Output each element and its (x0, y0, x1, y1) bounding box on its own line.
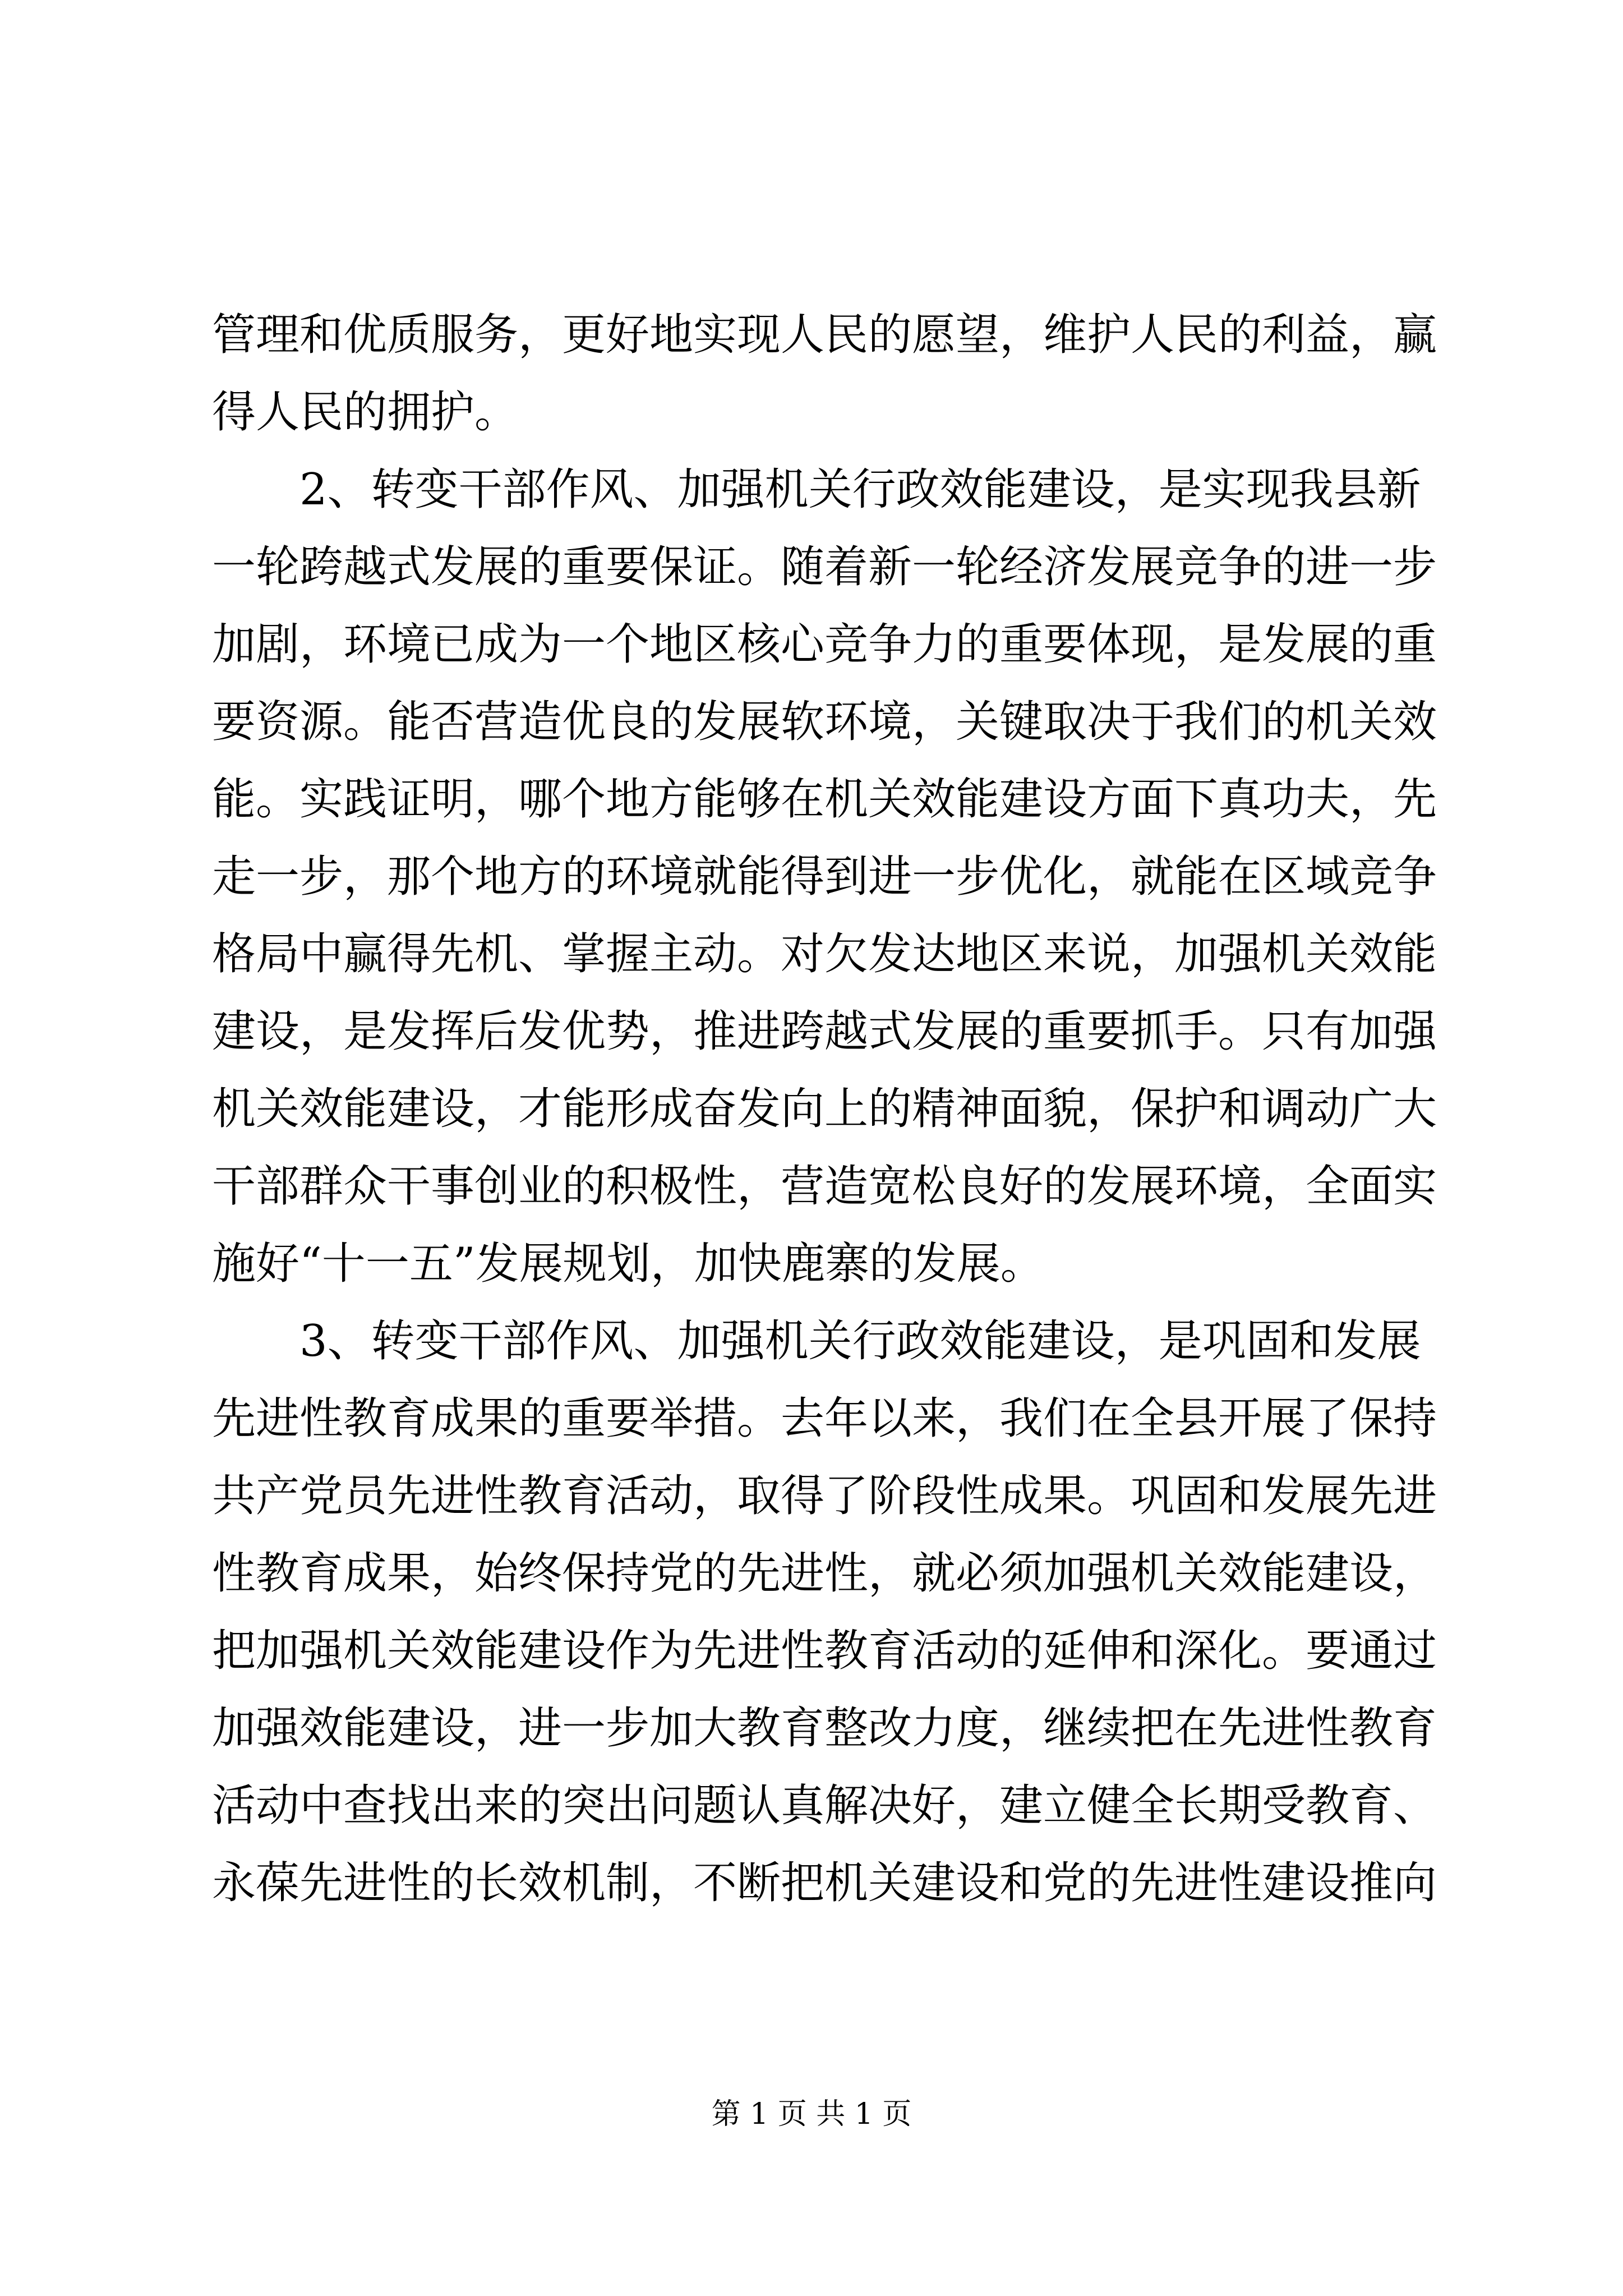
text-line-17: 性教育成果，始终保持党的先进性，就必须加强机关效能建设， (212, 1548, 1437, 1599)
text-line-2: 得人民的拥护。 (212, 387, 519, 438)
text-line-9: 格局中赢得先机、掌握主动。对欠发达地区来说，加强机关效能 (212, 929, 1437, 979)
text-line-5: 加剧，环境已成为一个地区核心竞争力的重要体现，是发展的重 (212, 619, 1437, 670)
text-line-4: 一轮跨越式发展的重要保证。随着新一轮经济发展竞争的进一步 (212, 542, 1437, 592)
text-line-10: 建设，是发挥后发优势，推进跨越式发展的重要抓手。只有加强 (212, 1006, 1437, 1057)
text-line-14: 3、转变干部作风、加强机关行政效能建设，是巩固和发展 (212, 1316, 1421, 1366)
text-line-15: 先进性教育成果的重要举措。去年以来，我们在全县开展了保持 (212, 1393, 1437, 1444)
document-body (212, 296, 1437, 1922)
text-line-6: 要资源。能否营造优良的发展软环境，关键取决于我们的机关效 (212, 697, 1437, 747)
text-line-20: 活动中查找出来的突出问题认真解决好，建立健全长期受教育、 (212, 1780, 1437, 1831)
text-line-18: 把加强机关效能建设作为先进性教育活动的延伸和深化。要通过 (212, 1626, 1437, 1676)
page-number-label: 第 1 页 共 1 页 (711, 2097, 912, 2131)
text-line-3: 2、转变干部作风、加强机关行政效能建设，是实现我县新 (212, 464, 1421, 515)
text-line-11: 机关效能建设，才能形成奋发向上的精神面貌，保护和调动广大 (212, 1084, 1437, 1134)
text-line-8: 走一步，那个地方的环境就能得到进一步优化，就能在区域竞争 (212, 852, 1437, 902)
text-line-13: 施好“十一五”发展规划，加快鹿寨的发展。 (212, 1239, 1044, 1289)
text-line-19: 加强效能建设，进一步加大教育整改力度，继续把在先进性教育 (212, 1703, 1437, 1754)
text-line-7: 能。实践证明，哪个地方能够在机关效能建设方面下真功夫，先 (212, 774, 1437, 825)
page-footer (0, 2095, 1623, 2134)
text-line-12: 干部群众干事创业的积极性，营造宽松良好的发展环境，全面实 (212, 1161, 1437, 1212)
text-line-21: 永葆先进性的长效机制，不断把机关建设和党的先进性建设推向 (212, 1858, 1437, 1908)
text-line-16: 共产党员先进性教育活动，取得了阶段性成果。巩固和发展先进 (212, 1471, 1437, 1521)
text-line-1: 管理和优质服务，更好地实现人民的愿望，维护人民的利益，赢 (212, 310, 1437, 360)
